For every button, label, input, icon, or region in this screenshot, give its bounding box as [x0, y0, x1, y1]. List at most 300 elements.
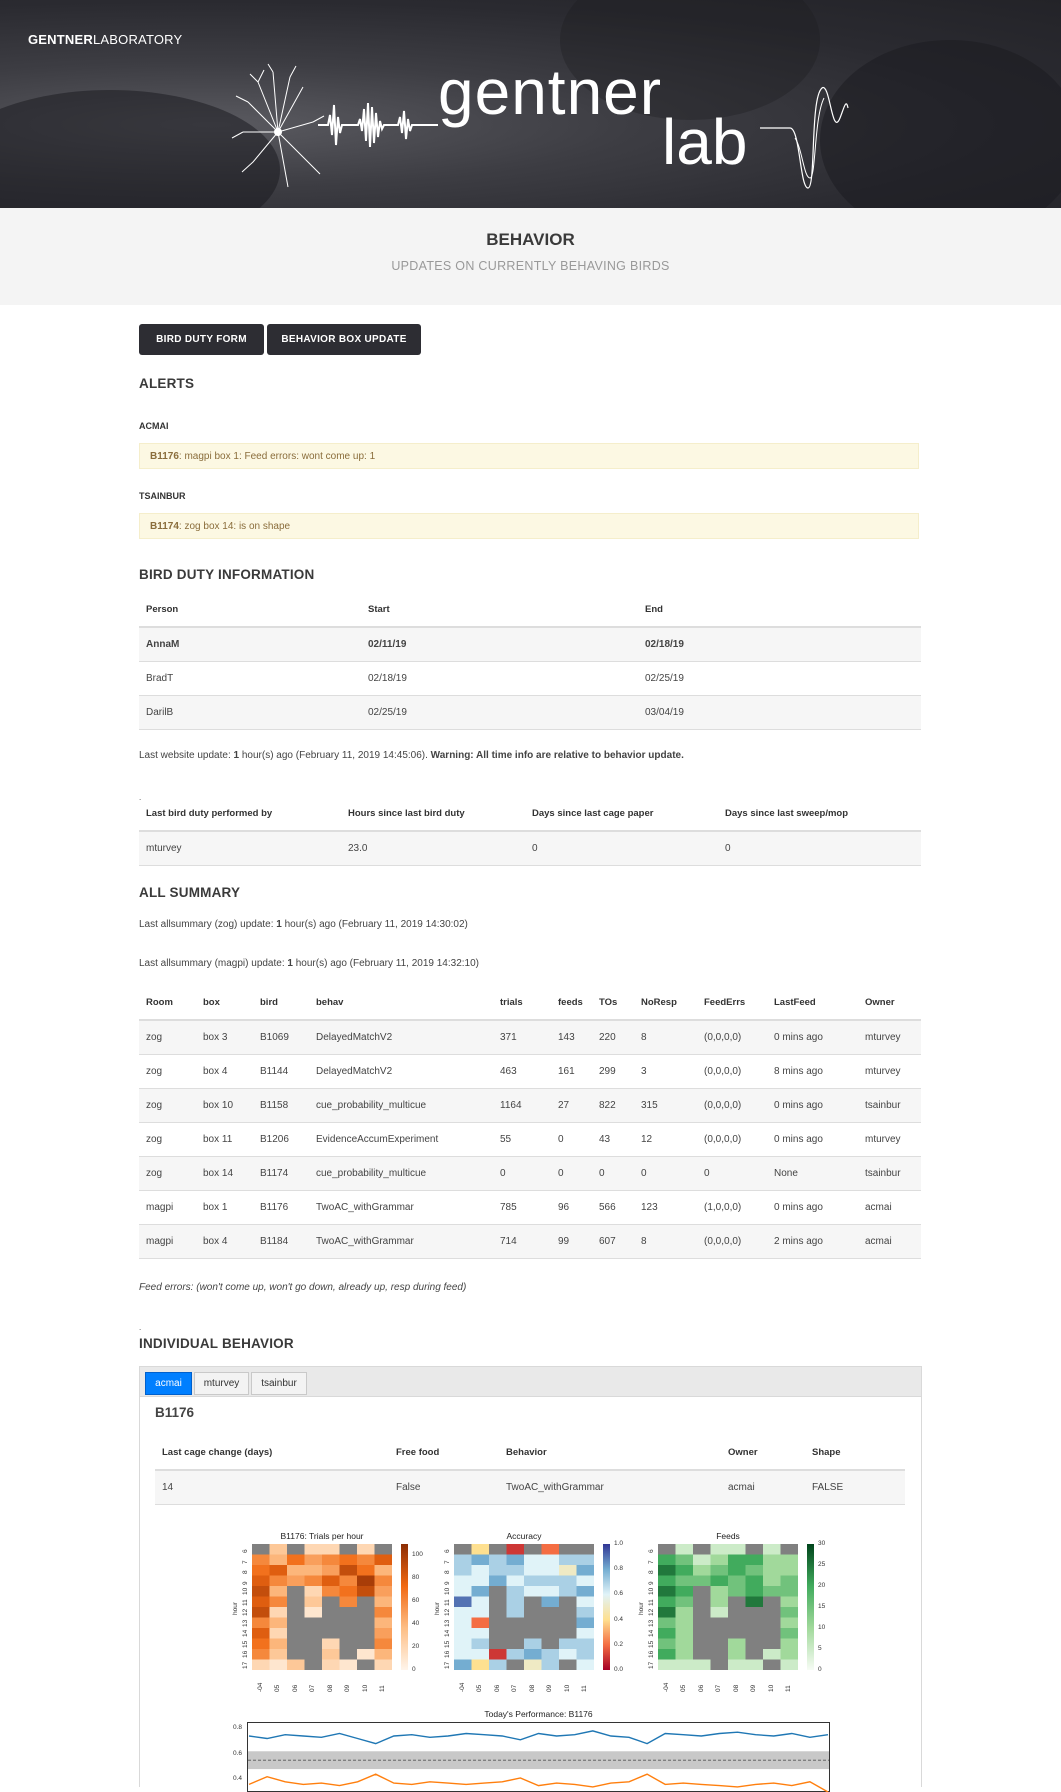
individual-behavior-heading: INDIVIDUAL BEHAVIOR — [139, 1336, 294, 1351]
x-tick-prefix: -0 — [458, 1686, 466, 1692]
x-tick-day: 05 — [680, 1684, 688, 1692]
heatmap-cell — [746, 1660, 764, 1671]
col-behav: behav — [309, 986, 493, 1020]
summary-cell: magpi — [139, 1191, 196, 1225]
heatmap-cell — [693, 1565, 711, 1576]
page-subtitle: UPDATES ON CURRENTLY BEHAVING BIRDS — [391, 259, 670, 273]
heatmap-cell — [357, 1649, 375, 1660]
heatmap-cell — [524, 1544, 542, 1555]
heatmap-cell — [542, 1628, 560, 1639]
heatmap-cell — [357, 1565, 375, 1576]
summary-cell: box 11 — [196, 1123, 253, 1157]
heatmap-cell — [693, 1618, 711, 1629]
heatmap-cell — [658, 1586, 676, 1597]
summary-cell: B1206 — [253, 1123, 309, 1157]
heatmap-cell — [252, 1639, 270, 1650]
heatmap-cell — [577, 1660, 595, 1671]
summary-cell: acmai — [858, 1191, 921, 1225]
tab-acmai[interactable]: acmai — [145, 1372, 192, 1395]
chart-title: B1176: Trials per hour — [280, 1531, 364, 1541]
colorbar-tick-label: 60 — [412, 1597, 420, 1605]
heatmap-cell — [711, 1649, 729, 1660]
heatmap-cell — [763, 1649, 781, 1660]
heatmap-cell — [577, 1555, 595, 1566]
colorbar-tick-label: 10 — [818, 1624, 826, 1631]
x-tick-label — [529, 1685, 536, 1692]
heatmap-cell — [577, 1576, 595, 1587]
heatmap-cell — [270, 1544, 288, 1555]
heatmap-cell — [781, 1649, 799, 1660]
heatmap-cell — [542, 1555, 560, 1566]
colorbar-tick-label: 20 — [412, 1643, 420, 1651]
heatmap-cell — [559, 1586, 577, 1597]
summary-cell: EvidenceAccumExperiment — [309, 1123, 493, 1157]
summary-cell: (0,0,0,0) — [697, 1225, 767, 1259]
heatmap-cell — [676, 1576, 694, 1587]
heatmap-cell — [357, 1555, 375, 1566]
alert-owner-acmai: ACMAI — [139, 421, 169, 431]
col-days-sweep: Days since last sweep/mop — [718, 797, 921, 831]
summary-cell: mturvey — [858, 1020, 921, 1055]
heatmap-cell — [559, 1639, 577, 1650]
heatmap-cell — [728, 1555, 746, 1566]
zog-update-note: Last allsummary (zog) update: 1 hour(s) ago (February 11, 2019 14:30:02) — [139, 919, 468, 930]
summary-cell: 0 mins ago — [767, 1123, 858, 1157]
summary-cell: 0 — [493, 1157, 551, 1191]
summary-cell: B1069 — [253, 1020, 309, 1055]
bird-duty-form-button[interactable]: BIRD DUTY FORM — [139, 324, 264, 355]
col-trials: trials — [493, 986, 551, 1020]
y-tick-label: 14 — [242, 1630, 249, 1638]
x-tick-day: 09 — [344, 1684, 352, 1692]
summary-cell: cue_probability_multicue — [309, 1089, 493, 1123]
heatmap-cell — [746, 1586, 764, 1597]
heatmap-cell — [270, 1639, 288, 1650]
x-tick-label — [581, 1685, 588, 1692]
bird-duty-heading: BIRD DUTY INFORMATION — [139, 567, 315, 582]
heatmap-cell — [658, 1660, 676, 1671]
summary-cell: cue_probability_multicue — [309, 1157, 493, 1191]
heatmap-cell — [711, 1576, 729, 1587]
summary-cell: acmai — [858, 1225, 921, 1259]
y-tick-label: 14 — [648, 1630, 655, 1638]
col-behavior: Behavior — [499, 1436, 721, 1470]
colorbar-tick-label: 1.0 — [614, 1540, 624, 1547]
summary-cell: 822 — [592, 1089, 634, 1123]
summary-cell: mturvey — [858, 1123, 921, 1157]
col-room: Room — [139, 986, 196, 1020]
summary-cell: 785 — [493, 1191, 551, 1225]
heatmap-cell — [746, 1618, 764, 1629]
heatmap-cell — [357, 1597, 375, 1608]
summary-cell: B1184 — [253, 1225, 309, 1259]
brand-link[interactable]: GENTNERLABORATORY — [28, 32, 183, 47]
heatmap-cell — [746, 1628, 764, 1639]
heatmap-cell — [507, 1544, 525, 1555]
heatmap-cell — [763, 1597, 781, 1608]
x-tick-day: 05 — [476, 1684, 484, 1692]
y-axis-label: hour — [638, 1601, 645, 1615]
heatmap-cell — [781, 1597, 799, 1608]
colorbar — [401, 1544, 408, 1670]
heatmap-cell — [542, 1576, 560, 1587]
colorbar-tick-label: 0.6 — [614, 1590, 624, 1598]
y-tick-label: 11 — [648, 1599, 655, 1606]
heatmap-cell — [305, 1660, 323, 1671]
table-row — [139, 1089, 921, 1123]
heatmap-cell — [454, 1544, 472, 1555]
heatmap-cell — [676, 1618, 694, 1629]
col-owner: Owner — [721, 1436, 805, 1470]
summary-cell: 8 — [634, 1020, 697, 1055]
x-tick-label — [680, 1685, 687, 1692]
heatmap-cell — [507, 1618, 525, 1629]
heatmap-cell — [542, 1544, 560, 1555]
duty-cell: AnnaM — [139, 627, 361, 662]
summary-cell: 566 — [592, 1191, 634, 1225]
heatmap-cell — [658, 1628, 676, 1639]
heatmap-cell — [728, 1660, 746, 1671]
y-tick-label: 9 — [648, 1581, 655, 1585]
summary-cell: 220 — [592, 1020, 634, 1055]
heatmap-cell — [559, 1628, 577, 1639]
heatmap-cell — [454, 1607, 472, 1618]
heatmap-cell — [322, 1660, 340, 1671]
heatmap-cell — [728, 1565, 746, 1576]
heatmap-cell — [559, 1565, 577, 1576]
x-tick-day: 11 — [785, 1685, 793, 1692]
heatmap-cell — [524, 1586, 542, 1597]
summary-cell: 96 — [551, 1191, 592, 1225]
page-banner — [0, 208, 1061, 305]
heatmap-cell — [763, 1576, 781, 1587]
x-tick-day: 4 — [256, 1682, 264, 1687]
heatmap-cell — [728, 1544, 746, 1555]
heatmap-cell — [375, 1607, 393, 1618]
x-tick-label — [733, 1685, 740, 1692]
bird-info-cell: TwoAC_withGrammar — [499, 1470, 721, 1505]
duty-cell: 02/18/19 — [361, 662, 638, 696]
heatmap-cell — [542, 1649, 560, 1660]
heatmap-cell — [375, 1649, 393, 1660]
col-shape: Shape — [805, 1436, 905, 1470]
heatmap-cell — [287, 1639, 305, 1650]
x-tick-day: 10 — [361, 1684, 369, 1692]
heatmap-cell — [270, 1618, 288, 1629]
heatmap-cell — [577, 1628, 595, 1639]
table-row — [139, 1123, 921, 1157]
heatmap-cell — [375, 1639, 393, 1650]
heatmap-cell — [577, 1597, 595, 1608]
summary-cell: 43 — [592, 1123, 634, 1157]
chart-title: Accuracy — [506, 1531, 542, 1541]
x-tick-label — [292, 1685, 299, 1692]
heatmap-cell — [676, 1607, 694, 1618]
heatmap-cell — [322, 1597, 340, 1608]
x-tick-label — [663, 1683, 670, 1692]
col-free-food: Free food — [389, 1436, 499, 1470]
heatmap-cell — [507, 1576, 525, 1587]
heatmap-cell — [746, 1544, 764, 1555]
y-tick-label: 17 — [648, 1661, 655, 1669]
heatmap-cell — [781, 1607, 799, 1618]
hero-bird-shadow — [820, 40, 1061, 208]
heatmap-cell — [763, 1618, 781, 1629]
summary-cell: TwoAC_withGrammar — [309, 1225, 493, 1259]
heatmap-cell — [270, 1649, 288, 1660]
x-tick-label — [698, 1685, 705, 1692]
col-tos: TOs — [592, 986, 634, 1020]
heatmap-cell — [252, 1565, 270, 1576]
heatmap-cell — [763, 1544, 781, 1555]
heatmap-cell — [472, 1576, 490, 1587]
heatmap-cell — [340, 1660, 358, 1671]
heatmap-cell — [711, 1660, 729, 1671]
heatmap-cell — [472, 1649, 490, 1660]
duty-cell: 02/11/19 — [361, 627, 638, 662]
table-row — [139, 1055, 921, 1089]
x-tick-label — [494, 1685, 501, 1692]
x-tick-label — [750, 1685, 757, 1692]
last-duty-cell: 23.0 — [341, 831, 525, 866]
summary-cell: 299 — [592, 1055, 634, 1089]
summary-cell: B1174 — [253, 1157, 309, 1191]
y-tick-label: 12 — [648, 1609, 655, 1617]
heatmap-cell — [489, 1597, 507, 1608]
x-tick-day: 4 — [458, 1682, 466, 1687]
y-tick-label: 10 — [444, 1588, 451, 1596]
heatmap-cell — [252, 1660, 270, 1671]
summary-cell: magpi — [139, 1225, 196, 1259]
duty-cell: BradT — [139, 662, 361, 696]
heatmap-cell — [357, 1639, 375, 1650]
heatmap-cell — [658, 1544, 676, 1555]
spectrogram-logo-icon — [760, 78, 850, 193]
heatmap-cell — [507, 1628, 525, 1639]
summary-cell: 0 — [551, 1123, 592, 1157]
summary-cell: 607 — [592, 1225, 634, 1259]
heatmap-cell — [375, 1565, 393, 1576]
heatmap-cell — [357, 1544, 375, 1555]
y-tick-label: 13 — [444, 1619, 451, 1627]
table-row — [139, 1157, 921, 1191]
heatmap-cell — [507, 1565, 525, 1576]
col-owner: Owner — [858, 986, 921, 1020]
heatmap-cell — [287, 1576, 305, 1587]
heatmap-cell — [542, 1607, 560, 1618]
heatmap-cell — [559, 1607, 577, 1618]
heatmap-cell — [322, 1618, 340, 1629]
heatmap-cell — [305, 1544, 323, 1555]
x-tick-label — [564, 1685, 571, 1692]
heatmap-cell — [559, 1544, 577, 1555]
heatmap-cell — [524, 1618, 542, 1629]
heatmap-cell — [340, 1649, 358, 1660]
x-tick-day: 4 — [662, 1682, 670, 1687]
heatmap-cell — [305, 1639, 323, 1650]
alert-owner-tsainbur: TSAINBUR — [139, 491, 186, 501]
heatmap-cell — [507, 1639, 525, 1650]
summary-cell: 55 — [493, 1123, 551, 1157]
heatmap-cell — [357, 1607, 375, 1618]
heatmap-cell — [340, 1586, 358, 1597]
heatmap-cell — [472, 1586, 490, 1597]
heatmap-cell — [728, 1576, 746, 1587]
heatmap-cell — [340, 1618, 358, 1629]
heatmap-cell — [454, 1597, 472, 1608]
all-summary-table — [139, 986, 921, 1259]
col-bird: bird — [253, 986, 309, 1020]
heatmap-cell — [340, 1555, 358, 1566]
heatmap-cell — [340, 1597, 358, 1608]
heatmap-cell — [270, 1660, 288, 1671]
summary-cell: box 10 — [196, 1089, 253, 1123]
heatmap-cell — [489, 1639, 507, 1650]
heatmap-cell — [524, 1639, 542, 1650]
tab-mturvey[interactable]: mturvey — [194, 1372, 249, 1395]
summary-cell: 161 — [551, 1055, 592, 1089]
summary-cell: B1176 — [253, 1191, 309, 1225]
y-tick-label: 8 — [242, 1570, 249, 1575]
heatmap-cell — [375, 1544, 393, 1555]
col-start: Start — [361, 593, 638, 627]
heatmap-cell — [728, 1628, 746, 1639]
summary-cell: tsainbur — [858, 1157, 921, 1191]
waveform-logo-icon — [318, 95, 438, 155]
alert-item: B1176: magpi box 1: Feed errors: wont come up: 1 — [139, 443, 919, 469]
heatmap-cell — [252, 1618, 270, 1629]
heatmap-cell — [693, 1649, 711, 1660]
heatmap-cell — [454, 1618, 472, 1629]
heatmap-cell — [270, 1576, 288, 1587]
heatmap-cell — [693, 1586, 711, 1597]
y-tick-label: 16 — [444, 1651, 451, 1659]
heatmap-cell — [711, 1586, 729, 1597]
col-lastfeed: LastFeed — [767, 986, 858, 1020]
bird-info-table — [155, 1436, 905, 1505]
y-tick-label: 9 — [242, 1581, 249, 1585]
heatmap-cell — [287, 1565, 305, 1576]
heatmap-cell — [658, 1576, 676, 1587]
tab-bar — [140, 1367, 921, 1397]
y-tick-label: 17 — [242, 1661, 249, 1669]
summary-cell: zog — [139, 1020, 196, 1055]
heatmap-cell — [676, 1660, 694, 1671]
heatmap-cell — [781, 1639, 799, 1650]
heatmap-cell — [252, 1555, 270, 1566]
heatmap-cell — [270, 1555, 288, 1566]
heatmap-cell — [489, 1628, 507, 1639]
heatmap-cell — [489, 1544, 507, 1555]
heatmap-cell — [340, 1607, 358, 1618]
heatmap-cell — [472, 1555, 490, 1566]
hero-header — [0, 0, 1061, 208]
neuron-logo-icon — [228, 62, 328, 192]
heatmap-cell — [489, 1576, 507, 1587]
heatmap-cell — [711, 1565, 729, 1576]
heatmap-cell — [763, 1628, 781, 1639]
summary-cell: TwoAC_withGrammar — [309, 1191, 493, 1225]
heatmap-cell — [489, 1607, 507, 1618]
col-feeds: feeds — [551, 986, 592, 1020]
logo-word-gentner: gentner — [438, 56, 663, 128]
y-tick-label: 0.8 — [233, 1724, 243, 1732]
duty-cell: 03/04/19 — [638, 696, 921, 730]
summary-cell: B1144 — [253, 1055, 309, 1089]
heatmap-cell — [305, 1555, 323, 1566]
tab-tsainbur[interactable]: tsainbur — [251, 1372, 307, 1395]
summary-cell: 12 — [634, 1123, 697, 1157]
bird-info-cell: 14 — [155, 1470, 389, 1505]
y-tick-label: 15 — [444, 1640, 451, 1648]
duty-cell: 02/25/19 — [638, 662, 921, 696]
heatmap-cell — [524, 1649, 542, 1660]
summary-cell: 8 mins ago — [767, 1055, 858, 1089]
last-duty-cell: mturvey — [139, 831, 341, 866]
x-tick-day: 11 — [581, 1685, 589, 1692]
x-tick-label — [546, 1685, 553, 1692]
heatmap-cell — [454, 1576, 472, 1587]
heatmap-cell — [746, 1649, 764, 1660]
col-end: End — [638, 593, 921, 627]
heatmap-cell — [577, 1586, 595, 1597]
heatmap-cell — [728, 1607, 746, 1618]
heatmap-cell — [524, 1628, 542, 1639]
summary-cell: 27 — [551, 1089, 592, 1123]
y-tick-label: 17 — [444, 1661, 451, 1669]
behavior-box-update-button[interactable]: BEHAVIOR BOX UPDATE — [267, 324, 421, 355]
table-row — [155, 1470, 905, 1505]
separator-dot: . — [139, 793, 142, 802]
x-tick-day: 07 — [715, 1684, 723, 1692]
heatmap-cell — [693, 1544, 711, 1555]
summary-cell: zog — [139, 1089, 196, 1123]
heatmap-cell — [524, 1576, 542, 1587]
summary-cell: 0 mins ago — [767, 1089, 858, 1123]
heatmap-cell — [676, 1565, 694, 1576]
heatmap-cell — [454, 1660, 472, 1671]
summary-cell: DelayedMatchV2 — [309, 1055, 493, 1089]
x-tick-label — [327, 1685, 334, 1692]
heatmap-cell — [559, 1649, 577, 1660]
heatmap-cell — [728, 1649, 746, 1660]
heatmap-cell — [322, 1607, 340, 1618]
col-person: Person — [139, 593, 361, 627]
y-tick-label: 6 — [242, 1549, 249, 1554]
summary-cell: 3 — [634, 1055, 697, 1089]
x-tick-day: 10 — [563, 1684, 571, 1692]
heatmap-cell — [542, 1565, 560, 1576]
heatmap-cell — [287, 1618, 305, 1629]
x-tick-label — [459, 1683, 466, 1692]
heatmap-cell — [287, 1586, 305, 1597]
heatmap-cell — [763, 1586, 781, 1597]
y-tick-label: 6 — [444, 1549, 451, 1554]
duty-cell: 02/18/19 — [638, 627, 921, 662]
heatmap-cell — [507, 1607, 525, 1618]
heatmap-cell — [693, 1660, 711, 1671]
heatmap-cell — [375, 1586, 393, 1597]
colorbar-tick-label: 20 — [818, 1582, 826, 1589]
heatmap-cell — [507, 1597, 525, 1608]
heatmap-cell — [357, 1628, 375, 1639]
summary-cell: None — [767, 1157, 858, 1191]
feed-errors-note: Feed errors: (won't come up, won't go down, already up, resp during feed) — [139, 1282, 467, 1293]
heatmap-cell — [305, 1607, 323, 1618]
duty-cell: DarilB — [139, 696, 361, 730]
heatmap-cell — [676, 1639, 694, 1650]
x-tick-day: 11 — [379, 1685, 387, 1692]
